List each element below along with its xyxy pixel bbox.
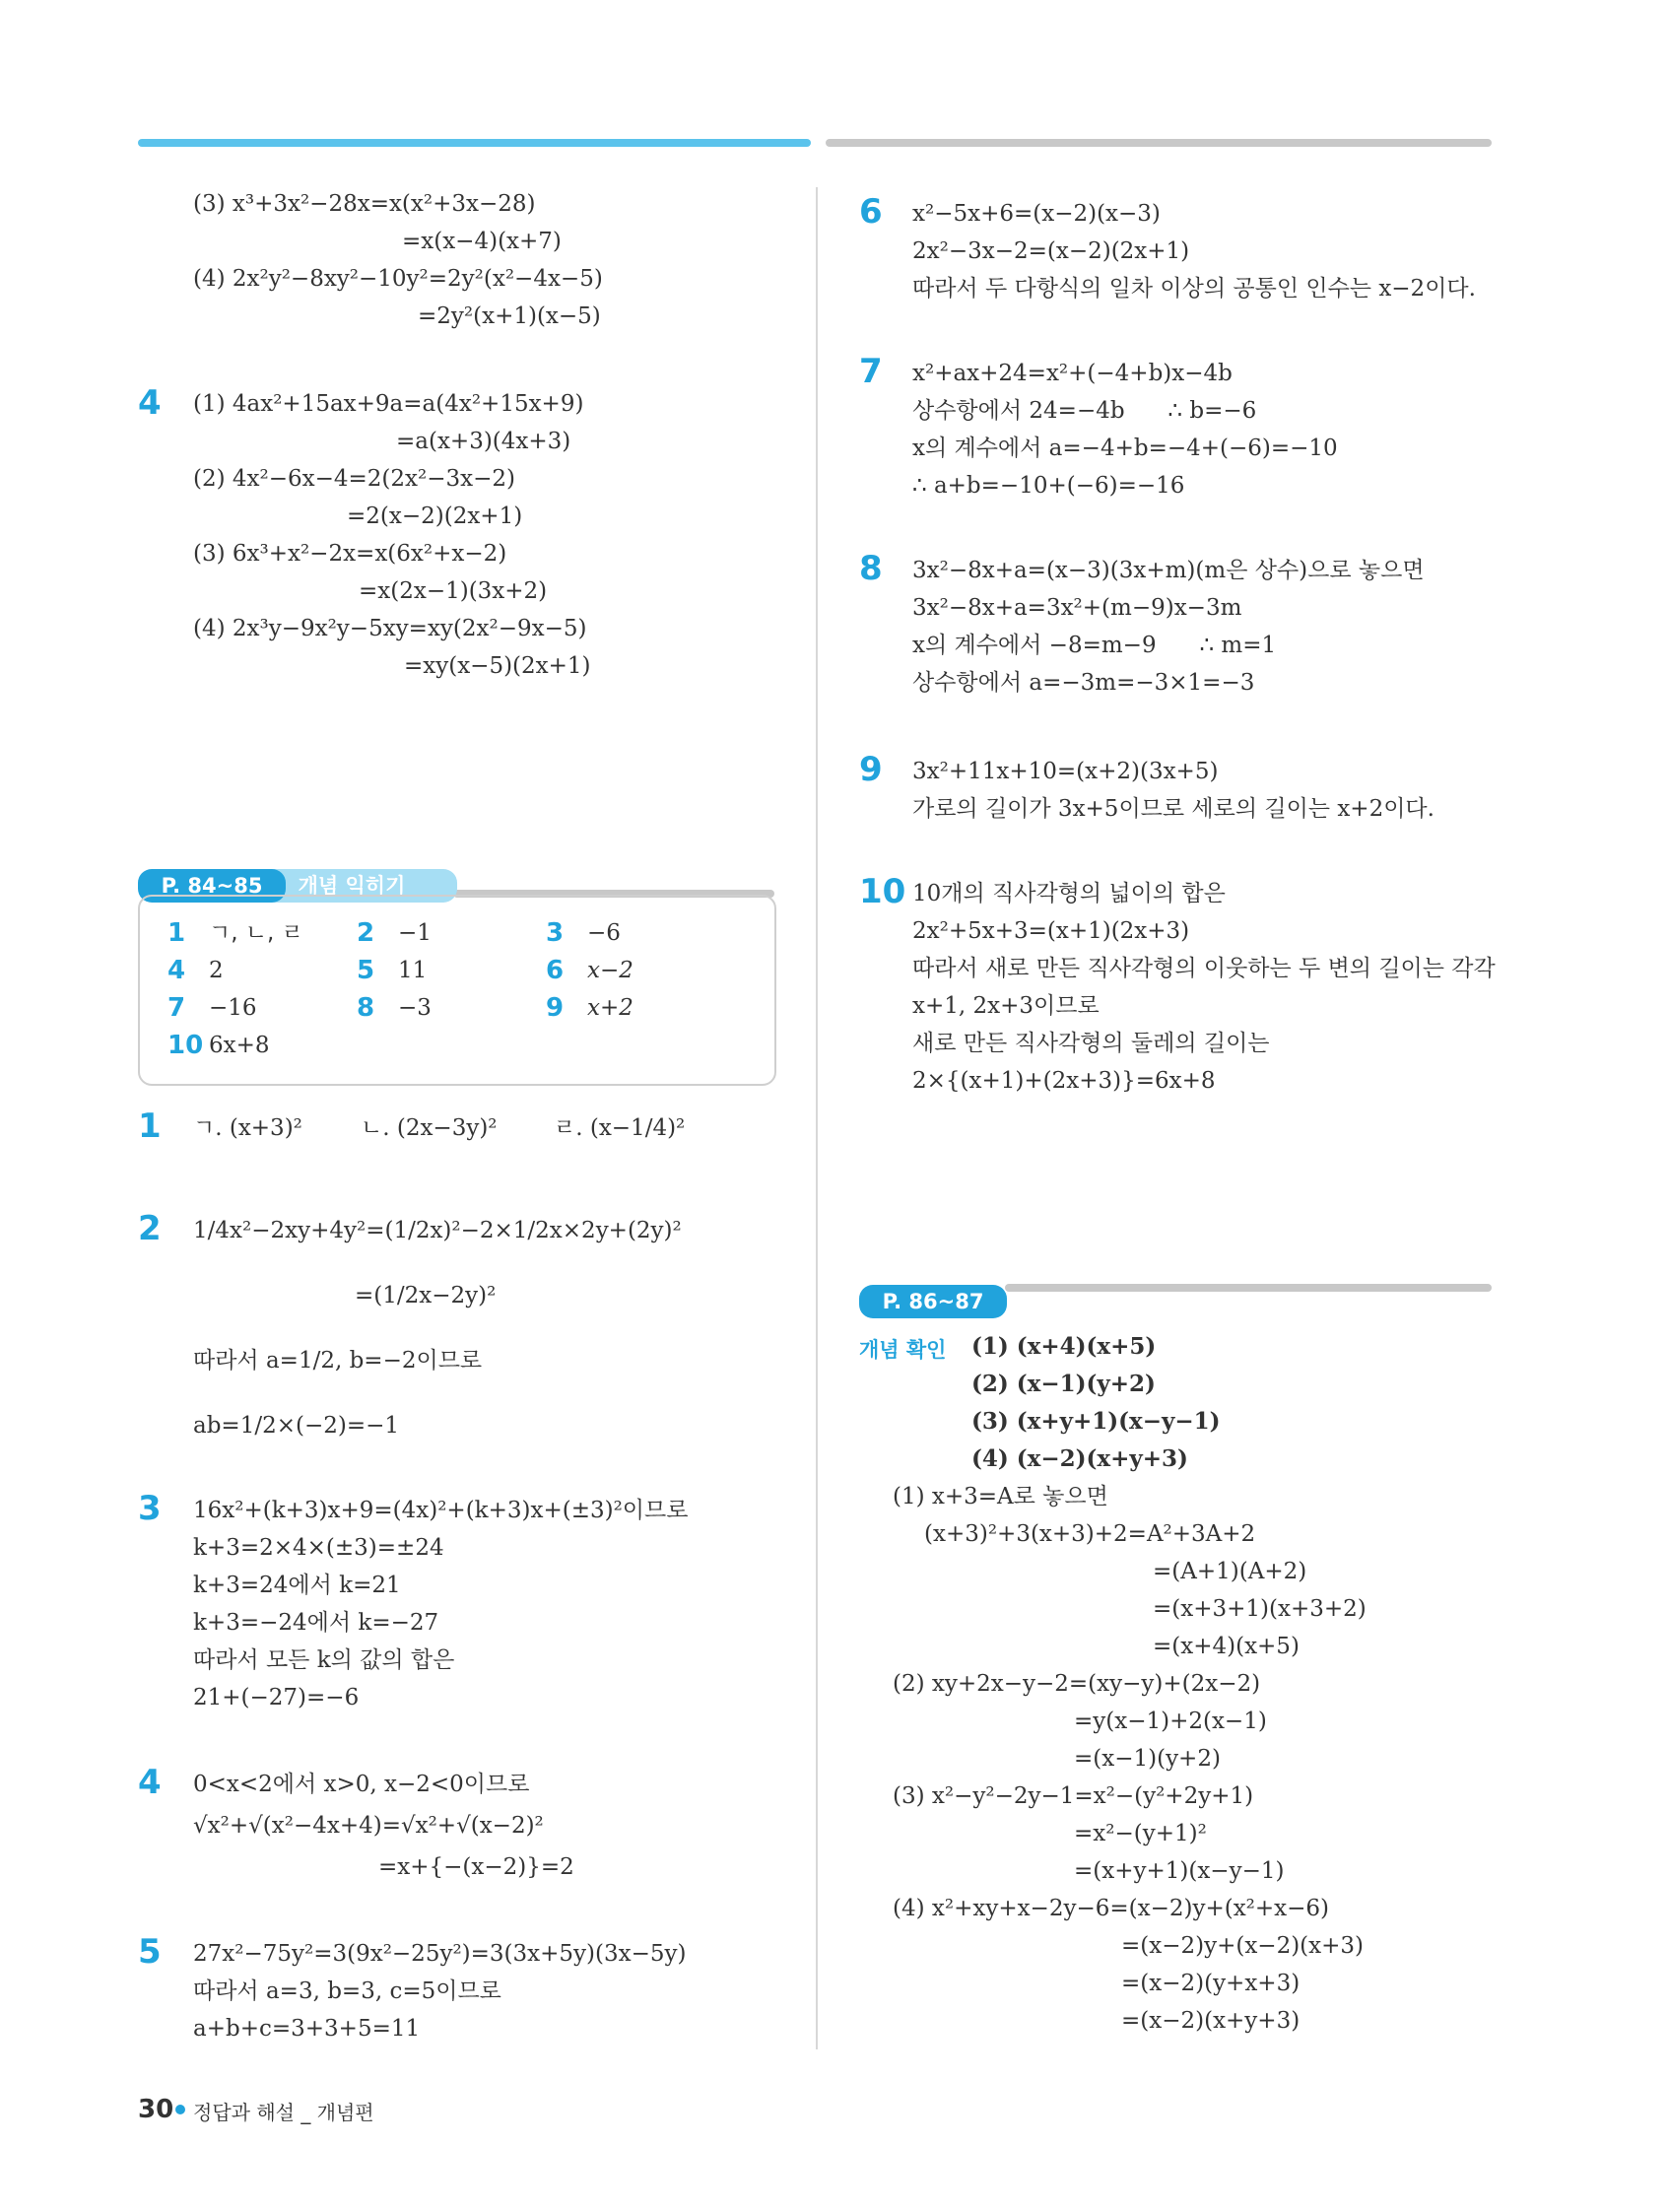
answer-num: 10	[167, 1031, 204, 1060]
section-pages: P. 84~85	[138, 869, 286, 903]
page-number: 30	[138, 2095, 174, 2124]
concept-answer: (3) (x+y+1)(x−y−1)	[971, 1408, 1221, 1435]
answer-value: −16	[209, 995, 257, 1021]
q10-line-2: 2x²+5x+3=(x+1)(2x+3)	[912, 918, 1190, 944]
q3-line-6: 21+(−27)=−6	[193, 1685, 360, 1710]
q6-line-2: 2x²−3x−2=(x−2)(2x+1)	[912, 238, 1190, 264]
q7-line-2: 상수항에서 24=−4b ∴ b=−6	[912, 398, 1257, 424]
work-line: =y(x−1)+2(x−1)	[1074, 1709, 1267, 1734]
work-line: =x²−(y+1)²	[1074, 1821, 1207, 1846]
p3-line-3: (4) 2x²y²−8xy²−10y²=2y²(x²−4x−5)	[193, 266, 603, 292]
q10-line-5: 새로 만든 직사각형의 둘레의 길이는	[912, 1031, 1270, 1056]
q6-line-1: x²−5x+6=(x−2)(x−3)	[912, 201, 1161, 227]
p3-line-4: =2y²(x+1)(x−5)	[418, 303, 601, 329]
p3-line-1: (3) x³+3x²−28x=x(x²+3x−28)	[193, 191, 536, 217]
q1-answer-a: ㄱ. (x+3)²	[193, 1115, 302, 1141]
problem-number: 9	[859, 750, 883, 789]
concept-answer: (2) (x−1)(y+2)	[971, 1371, 1156, 1397]
problem-number: 7	[859, 352, 883, 391]
header-rule-gray	[826, 139, 1492, 147]
work-line: =(x−1)(y+2)	[1074, 1746, 1221, 1772]
q6-line-3: 따라서 두 다항식의 일차 이상의 공통인 인수는 x−2이다.	[912, 276, 1476, 302]
concept-check-label: 개념 확인	[859, 1338, 947, 1362]
answer-num: 2	[357, 918, 375, 948]
answer-num: 6	[546, 956, 565, 985]
section-title: 개념 익히기	[246, 869, 457, 903]
work-line: =(x+y+1)(x−y−1)	[1074, 1858, 1285, 1884]
answer-num: 9	[546, 993, 565, 1023]
q8-line-1: 3x²−8x+a=(x−3)(3x+m)(m은 상수)으로 놓으면	[912, 558, 1425, 583]
answer-value: x−2	[587, 958, 634, 983]
q9-line-2: 가로의 길이가 3x+5이므로 세로의 길이는 x+2이다.	[912, 796, 1434, 822]
answer-value: −3	[398, 995, 432, 1021]
work-line: =(x−2)y+(x−2)(x+3)	[1121, 1933, 1365, 1959]
work-line: =(A+1)(A+2)	[1153, 1559, 1307, 1584]
q10-line-3: 따라서 새로 만든 직사각형의 이웃하는 두 변의 길이는 각각	[912, 956, 1496, 981]
section-pages: P. 86~87	[859, 1285, 1007, 1318]
section-rule	[1005, 1284, 1492, 1292]
q7-line-4: ∴ a+b=−10+(−6)=−16	[912, 473, 1185, 499]
p4-line-6: =x(2x−1)(3x+2)	[359, 578, 548, 604]
problem-number: 1	[138, 1106, 162, 1146]
concept-answer: (1) (x+4)(x+5)	[971, 1333, 1157, 1360]
answer-num: 3	[546, 918, 565, 948]
q5-line-1: 27x²−75y²=3(9x²−25y²)=3(3x+5y)(3x−5y)	[193, 1941, 687, 1967]
work-line: =(x+4)(x+5)	[1153, 1634, 1300, 1659]
answer-value: x+2	[587, 995, 634, 1021]
q4-line-2: √x²+√(x²−4x+4)=√x²+√(x−2)²	[193, 1813, 544, 1839]
q3-line-2: k+3=2×4×(±3)=±24	[193, 1535, 444, 1561]
problem-number: 4	[138, 383, 162, 423]
q9-line-1: 3x²+11x+10=(x+2)(3x+5)	[912, 759, 1219, 784]
p4-line-7: (4) 2x³y−9x²y−5xy=xy(2x²−9x−5)	[193, 616, 587, 641]
work-line: =(x+3+1)(x+3+2)	[1153, 1596, 1367, 1622]
q2-line-4: ab=1/2×(−2)=−1	[193, 1413, 400, 1439]
q10-line-4: x+1, 2x+3이므로	[912, 993, 1100, 1019]
q5-line-3: a+b+c=3+3+5=11	[193, 2016, 421, 2042]
answer-num: 8	[357, 993, 375, 1023]
p4-line-8: =xy(x−5)(2x+1)	[404, 653, 591, 679]
answer-value: −1	[398, 920, 432, 946]
q10-line-1: 10개의 직사각형의 넓이의 합은	[912, 881, 1226, 906]
p4-line-2: =a(x+3)(4x+3)	[396, 429, 571, 454]
problem-number: 10	[859, 872, 906, 911]
problem-number: 5	[138, 1932, 162, 1972]
header-rule-blue	[138, 139, 811, 147]
q4-line-1: 0<x<2에서 x>0, x−2<0이므로	[193, 1772, 530, 1797]
p4-line-5: (3) 6x³+x²−2x=x(6x²+x−2)	[193, 541, 507, 567]
answer-num: 7	[167, 993, 186, 1023]
concept-answer: (4) (x−2)(x+y+3)	[971, 1445, 1188, 1472]
q4-line-3: =x+{−(x−2)}=2	[378, 1854, 574, 1880]
q7-line-1: x²+ax+24=x²+(−4+b)x−4b	[912, 361, 1233, 386]
answer-num: 1	[167, 918, 186, 948]
work-line: (4) x²+xy+x−2y−6=(x−2)y+(x²+x−6)	[893, 1896, 1330, 1921]
q8-line-2: 3x²−8x+a=3x²+(m−9)x−3m	[912, 595, 1242, 621]
q1-answer-c: ㄹ. (x−1/4)²	[554, 1115, 686, 1141]
bullet-icon	[175, 2105, 185, 2114]
q3-line-5: 따라서 모든 k의 값의 합은	[193, 1647, 455, 1673]
answer-value: 6x+8	[209, 1033, 270, 1058]
answer-num: 4	[167, 956, 186, 985]
q2-line-1: 1/4x²−2xy+4y²=(1/2x)²−2×1/2x×2y+(2y)²	[193, 1218, 682, 1243]
work-line: (x+3)²+3(x+3)+2=A²+3A+2	[924, 1521, 1256, 1547]
q3-line-1: 16x²+(k+3)x+9=(4x)²+(k+3)x+(±3)²이므로	[193, 1498, 689, 1523]
problem-number: 6	[859, 192, 883, 232]
problem-number: 4	[138, 1763, 162, 1802]
q5-line-2: 따라서 a=3, b=3, c=5이므로	[193, 1978, 501, 2004]
problem-number: 2	[138, 1209, 162, 1248]
q7-line-3: x의 계수에서 a=−4+b=−4+(−6)=−10	[912, 436, 1338, 461]
p3-line-2: =x(x−4)(x+7)	[402, 229, 562, 254]
p4-line-1: (1) 4ax²+15ax+9a=a(4x²+15x+9)	[193, 391, 584, 417]
footer-title: 정답과 해설 _ 개념편	[193, 2101, 374, 2124]
work-line: (2) xy+2x−y−2=(xy−y)+(2x−2)	[893, 1671, 1261, 1697]
answer-num: 5	[357, 956, 375, 985]
answer-value: 2	[209, 958, 224, 983]
q8-line-3: x의 계수에서 −8=m−9 ∴ m=1	[912, 633, 1277, 658]
q1-answer-b: ㄴ. (2x−3y)²	[361, 1115, 498, 1141]
work-line: (1) x+3=A로 놓으면	[893, 1484, 1108, 1509]
q2-line-2: =(1/2x−2y)²	[355, 1283, 497, 1308]
p4-line-3: (2) 4x²−6x−4=2(2x²−3x−2)	[193, 466, 515, 492]
work-line: (3) x²−y²−2y−1=x²−(y²+2y+1)	[893, 1783, 1254, 1809]
answer-value: −6	[587, 920, 621, 946]
q8-line-4: 상수항에서 a=−3m=−3×1=−3	[912, 670, 1255, 696]
q2-line-3: 따라서 a=1/2, b=−2이므로	[193, 1348, 483, 1374]
problem-number: 8	[859, 549, 883, 588]
column-divider	[816, 187, 818, 2049]
q10-line-6: 2×{(x+1)+(2x+3)}=6x+8	[912, 1068, 1216, 1094]
q3-line-3: k+3=24에서 k=21	[193, 1573, 401, 1598]
work-line: =(x−2)(x+y+3)	[1121, 2008, 1301, 2034]
q3-line-4: k+3=−24에서 k=−27	[193, 1610, 439, 1636]
answer-value: ㄱ, ㄴ, ㄹ	[209, 920, 303, 946]
p4-line-4: =2(x−2)(2x+1)	[347, 503, 523, 529]
answer-value: 11	[398, 958, 428, 983]
work-line: =(x−2)(y+x+3)	[1121, 1971, 1301, 1996]
problem-number: 3	[138, 1489, 162, 1528]
